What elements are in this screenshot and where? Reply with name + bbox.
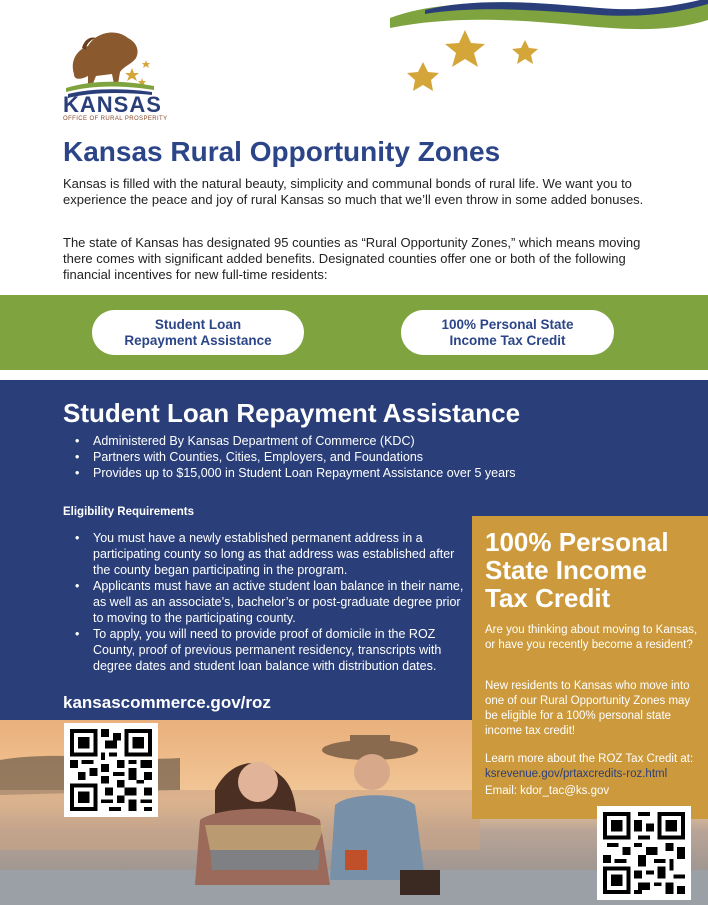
eligibility-paragraph: New residents to Kansas who move into one of our Rural Opportunity Zones may be eligible for a 100% personal state income tax credit! xyxy=(485,680,691,737)
qr-code-icon[interactable] xyxy=(64,723,158,817)
section-title: 100% Personal State Income Tax Credit xyxy=(485,527,669,613)
list-item: • To apply, you will need to provide proof of domicile in the ROZ County, proof of previous permanent residency, transcripts with degree dates and student loan balance with distribution dates. xyxy=(75,626,467,674)
star-icon xyxy=(512,40,538,64)
list-item: • Administered By Kansas Department of Commerce (KDC) xyxy=(75,433,635,449)
tax-credit-pill: 100% Personal State Income Tax Credit xyxy=(401,310,614,355)
question-paragraph: Are you thinking about moving to Kansas, or have you recently become a resident? xyxy=(485,624,698,651)
designation-paragraph: The state of Kansas has designated 95 counties as “Rural Opportunity Zones,” which means moving there comes with significant added benefits. Designated counties offer one or both of the following financial incentives for new full-time residents: xyxy=(63,235,641,282)
learn-more-text: Learn more about the ROZ Tax Credit at: xyxy=(485,753,694,765)
star-icon xyxy=(445,30,485,67)
ksrevenue-link[interactable]: ksrevenue.gov/prtaxcredits-roz.html xyxy=(485,768,668,780)
page-title: Kansas Rural Opportunity Zones xyxy=(63,136,501,167)
eligibility-list xyxy=(75,530,467,674)
tax-credit-section xyxy=(472,516,708,819)
intro-paragraph: Kansas is filled with the natural beauty, simplicity and communal bonds of rural life. We want you to experience the peace and joy of rural Kansas so much that we’ll even throw in some added bonuses. xyxy=(63,176,644,207)
list-item: • Provides up to $15,000 in Student Loan Repayment Assistance over 5 years xyxy=(75,465,635,481)
header xyxy=(0,0,708,295)
incentives-band xyxy=(0,295,708,370)
logo-subtitle: OFFICE OF RURAL PROSPERITY xyxy=(63,116,168,122)
star-icon xyxy=(407,62,439,91)
learn-more-paragraph xyxy=(485,752,703,782)
decorative-swoosh xyxy=(390,0,708,110)
email-contact[interactable]: Email: kdor_tac@ks.gov xyxy=(485,785,610,797)
commerce-url-link[interactable]: kansascommerce.gov/roz xyxy=(63,693,271,712)
section-title: Student Loan Repayment Assistance xyxy=(63,398,521,428)
list-item: • Applicants must have an active student loan balance in their name, as well as an associate’s, bachelor’s or post-graduate degree prior to moving to the participating county. xyxy=(75,578,467,626)
eligibility-heading: Eligibility Requirements xyxy=(63,506,194,518)
qr-code-icon[interactable] xyxy=(597,806,691,900)
list-item: • You must have a newly established permanent address in a participating county so long as that address was established after the county began participating in the program. xyxy=(75,530,467,578)
list-item: • Partners with Counties, Cities, Employers, and Foundations xyxy=(75,449,635,465)
student-loan-pill: Student Loan Repayment Assistance xyxy=(92,310,304,355)
logo-wordmark: KANSAS xyxy=(63,92,162,117)
program-bullets xyxy=(75,433,635,481)
